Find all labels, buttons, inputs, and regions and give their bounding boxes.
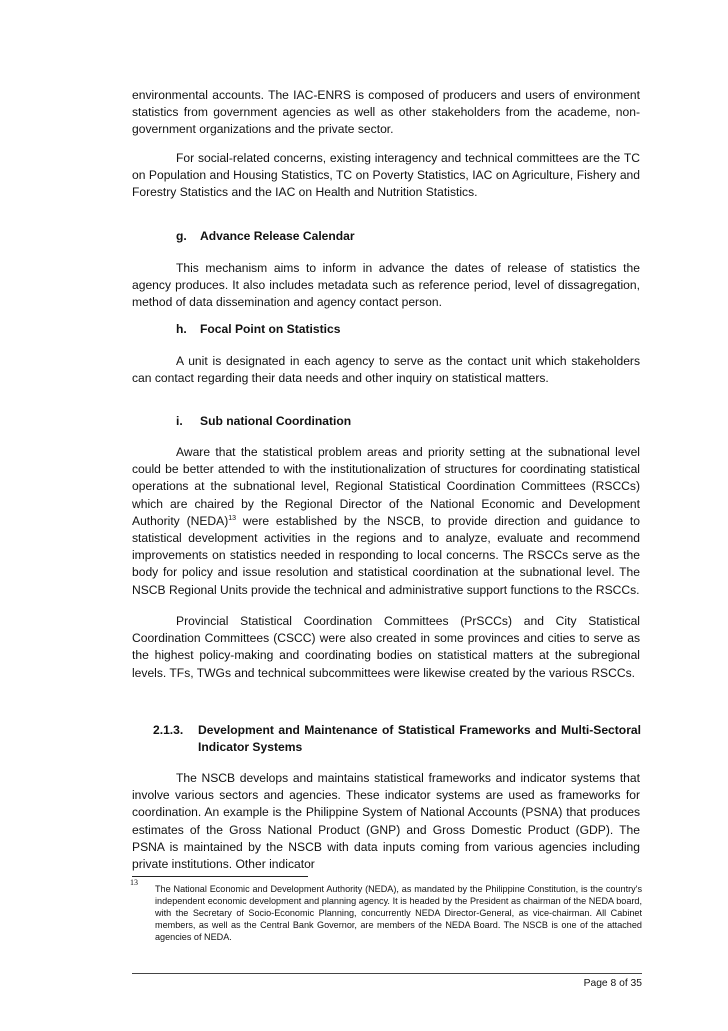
heading-title: Sub national Coordination xyxy=(200,414,352,428)
heading-label: g. xyxy=(176,229,187,243)
footnote-number: 13 xyxy=(130,878,138,887)
paragraph-text: were established by the NSCB, to provide direction and guidance to statistical development activities in the regions and to analyze, evaluate and recommend improvements on statistics needed in responding to local concerns. The RSCCs serve as the body for policy and issue resolution and statistical coordination at the subnational level. The NSCB Regional Units provide the technical and administrative support functions to the RSCCs. xyxy=(132,513,640,597)
footnote-text: The National Economic and Development Authority (NEDA), as mandated by the Philippine Constitution, is the country's independent economic development and planning agency. It is headed by the President as chairman of the NEDA board, with the Secretary of Socio-Economic Planning, concurrently NEDA Director-General, as vice-chairman. All Cabinet members, as well as the Central Bank Governor, are members of the NEDA Board. The NSCB is one of the attached agencies of NEDA. xyxy=(155,884,642,943)
footer-divider xyxy=(132,973,642,974)
section-number: 2.1.3. xyxy=(153,723,184,737)
heading-title: Advance Release Calendar xyxy=(200,229,355,243)
heading-advance-release-calendar xyxy=(176,228,355,245)
paragraph-social-concerns: For social-related concerns, existing interagency and technical committees are the TC on Population and Housing Statistics, TC on Poverty Statistics, IAC on Agriculture, Fishery and Forestry Statistics and the IAC on Health and Nutrition Statistics. xyxy=(132,151,640,200)
paragraph-focal-point: A unit is designated in each agency to serve as the contact unit which stakeholders can contact regarding their data needs and other inquiry on statistical matters. xyxy=(132,354,640,386)
paragraph-environmental-accounts: environmental accounts. The IAC-ENRS is composed of producers and users of environment statistics from government agencies as well as other stakeholders from the academe, non-government organizations and the private sector. xyxy=(132,88,640,137)
footnote-reference: 13 xyxy=(228,514,237,522)
heading-focal-point xyxy=(176,321,340,338)
section-title: Development and Maintenance of Statistical Frameworks and Multi-Sectoral Indicator Systems xyxy=(198,723,641,755)
page-number: Page 8 of 35 xyxy=(583,978,642,989)
heading-label: i. xyxy=(176,414,183,428)
heading-label: h. xyxy=(176,322,187,336)
paragraph-text: Aware that the statistical problem areas and priority setting at the subnational level could be better attended to with the institutionalization of structures for coordinating statistical operations at the subnational level, Regional Statistical Coordination Committees (RSCCs) which are chaired by the Regional Director of the National Economic and Development Authority (NEDA) xyxy=(132,445,640,528)
paragraph-advance-release: This mechanism aims to inform in advance the dates of release of statistics the agency produces. It also includes metadata such as reference period, level of dissagregation, method of data dissemination and agency contact person. xyxy=(132,261,640,310)
paragraph-subnational xyxy=(132,444,640,599)
footnote-divider xyxy=(132,876,308,877)
heading-subnational-coordination xyxy=(176,413,351,430)
section-heading-2-1-3 xyxy=(153,722,641,756)
paragraph-provincial-committees: Provincial Statistical Coordination Committees (PrSCCs) and City Statistical Coordination Committees (CSCC) were also created in some provinces and cities to serve as the highest policy-making and coordinating bodies on statistical matters at the subregional levels. TFs, TWGs and technical subcommittees were likewise created by the various RSCCs. xyxy=(132,614,640,680)
paragraph-frameworks: The NSCB develops and maintains statistical frameworks and indicator systems that involve various sectors and agencies. These indicator systems are used as frameworks for coordination. An example is the Philippine System of National Accounts (PSNA) that produces estimates of the Gross National Product (GNP) and Gross Domestic Product (GDP). The PSNA is maintained by the NSCB with data inputs coming from various agencies including private institutions. Other indicator xyxy=(132,771,640,872)
heading-title: Focal Point on Statistics xyxy=(200,322,341,336)
